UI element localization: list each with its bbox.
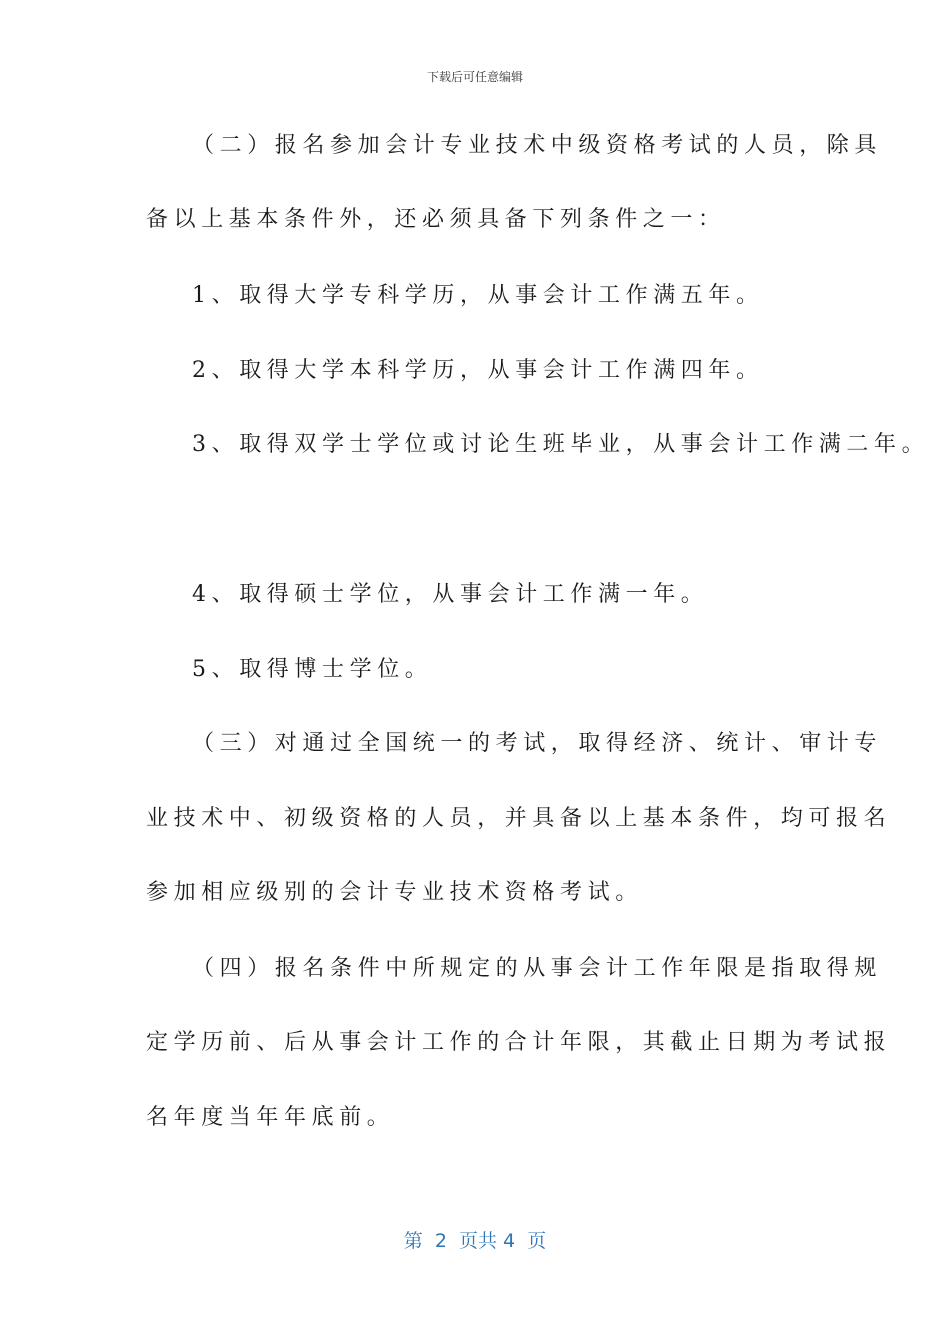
list-item-1: 1、取得大学专科学历，从事会计工作满五年。 [192, 283, 764, 308]
paragraph-2-line-2: 备以上基本条件外，还必须具备下列条件之一： [146, 207, 726, 232]
paragraph-3-line-2: 业技术中、初级资格的人员，并具备以上基本条件，均可报名 [146, 806, 892, 831]
paragraph-4-line-1: （四）报名条件中所规定的从事会计工作年限是指取得规 [192, 956, 883, 981]
list-item-4: 4、取得硕士学位，从事会计工作满一年。 [192, 582, 709, 607]
paragraph-3-line-1: （三）对通过全国统一的考试，取得经济、统计、审计专 [192, 731, 883, 756]
list-item-2: 2、取得大学本科学历，从事会计工作满四年。 [192, 358, 764, 383]
page-number-footer: 第 2 页共 4 页 [403, 1230, 547, 1252]
paragraph-2-line-1: （二）报名参加会计专业技术中级资格考试的人员，除具 [192, 133, 883, 158]
paragraph-3-line-3: 参加相应级别的会计专业技术资格考试。 [146, 880, 643, 905]
list-item-5: 5、取得博士学位。 [192, 657, 433, 682]
paragraph-4-line-3: 名年度当年年底前。 [146, 1105, 395, 1130]
page-header-note: 下载后可任意编辑 [426, 70, 523, 84]
paragraph-4-line-2: 定学历前、后从事会计工作的合计年限，其截止日期为考试报 [146, 1030, 892, 1055]
list-item-3: 3、取得双学士学位或讨论生班毕业，从事会计工作满二年。 [192, 432, 930, 457]
